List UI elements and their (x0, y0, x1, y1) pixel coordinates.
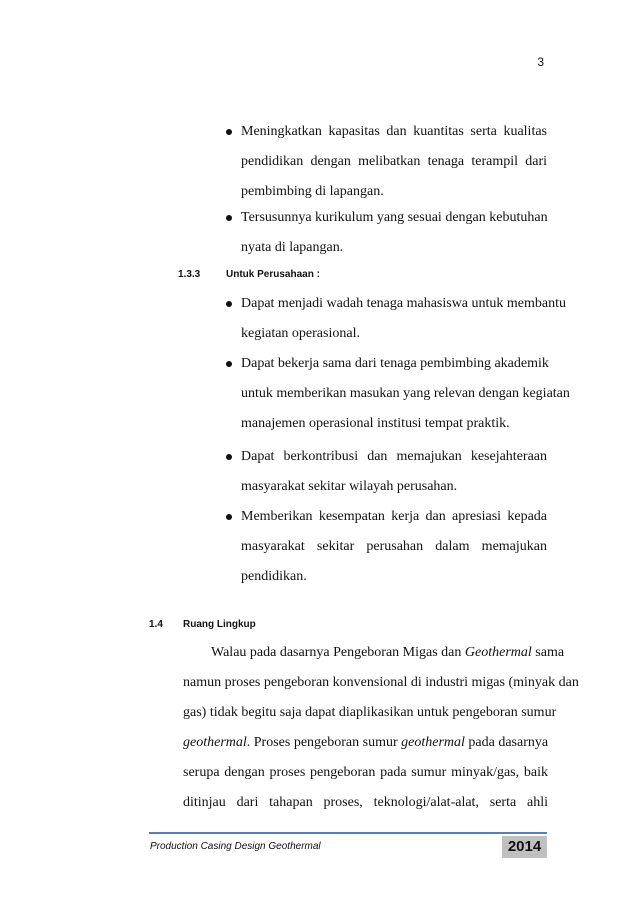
bullet-text-line: Dapat bekerja sama dari tenaga pembimbing akademik (241, 356, 549, 371)
subsection-number: 1.3.3 (178, 269, 201, 280)
bullet-text-line: kegiatan operasional. (241, 326, 360, 341)
bullet-text-line: Dapat menjadi wadah tenaga mahasiswa untuk membantu (241, 296, 567, 311)
footer-title: Production Casing Design Geothermal (150, 841, 321, 852)
bullet-text-line: masyarakat sekitar perusahan dalam memajukan (241, 539, 547, 554)
footer-year: 2014 (502, 836, 547, 858)
bullet-text-line: Memberikan kesempatan kerja dan apresiasi kepada (241, 509, 547, 524)
bullet-marker (226, 301, 232, 307)
paragraph-line: Walau pada dasarnya Pengeboran Migas dan Geothermal sama (211, 645, 565, 660)
bullet-text-line: untuk memberikan masukan yang relevan dengan kegiatan (241, 386, 570, 401)
footer-rule (149, 832, 547, 834)
bullet-marker (226, 215, 232, 221)
bullet-text-line: masyarakat sekitar wilayah perusahan. (241, 479, 458, 494)
paragraph-line: gas) tidak begitu saja dapat diaplikasikan untuk pengeboran sumur (183, 705, 557, 720)
bullet-text-line: pendidikan. (241, 569, 307, 584)
bullet-marker (226, 129, 232, 135)
bullet-marker (226, 454, 232, 460)
paragraph-line: serupa dengan proses pengeboran pada sumur minyak/gas, baik (183, 765, 548, 780)
bullet-text-line: manajemen operasional institusi tempat praktik. (241, 416, 510, 431)
paragraph-line: namun proses pengeboran konvensional di industri migas (minyak dan (183, 675, 579, 690)
bullet-text-line: Meningkatkan kapasitas dan kuantitas serta kualitas (241, 124, 547, 139)
section-title: Ruang Lingkup (183, 619, 256, 630)
section-number: 1.4 (149, 619, 163, 630)
paragraph-line: geothermal. Proses pengeboran sumur geothermal pada dasarnya (183, 735, 549, 750)
subsection-title: Untuk Perusahaan : (226, 269, 320, 280)
bullet-text-line: Dapat berkontribusi dan memajukan kesejahteraan (241, 449, 547, 464)
bullet-text-line: nyata di lapangan. (241, 240, 344, 255)
bullet-marker (226, 514, 232, 520)
page-number: 3 (537, 55, 544, 69)
bullet-text-line: Tersusunnya kurikulum yang sesuai dengan kebutuhan (241, 210, 548, 225)
paragraph-line: ditinjau dari tahapan proses, teknologi/alat-alat, serta ahli (183, 795, 548, 810)
bullet-text-line: pembimbing di lapangan. (241, 184, 384, 199)
bullet-marker (226, 361, 232, 367)
bullet-text-line: pendidikan dengan melibatkan tenaga terampil dari (241, 154, 547, 169)
